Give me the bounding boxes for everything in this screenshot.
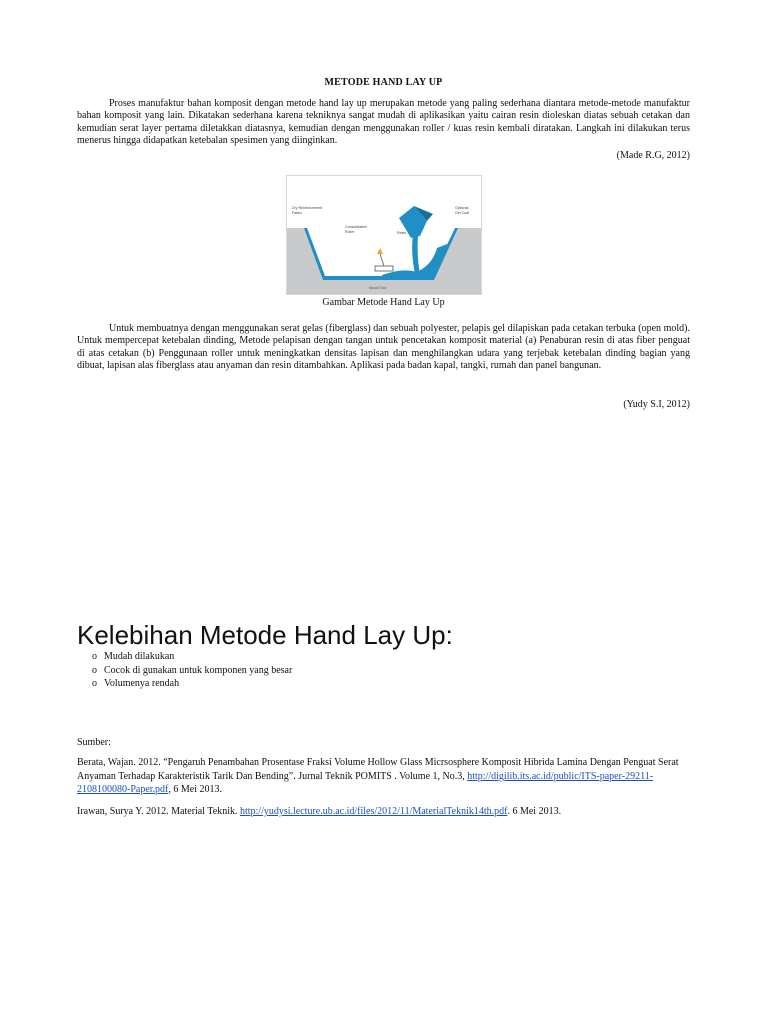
bullet-mark: o xyxy=(92,651,97,662)
sources-label: Sumber: xyxy=(77,737,111,748)
figure-caption: Gambar Metode Hand Lay Up xyxy=(322,297,445,308)
reference-link[interactable]: http://yudysi.lecture.ub.ac.id/files/2012/11/MaterialTeknik14th.pdf xyxy=(239,806,508,817)
intro-paragraph: Proses manufaktur bahan komposit dengan metode hand lay up merupakan metode yang paling sederhana diantara metode-metode manufaktur bahan komposit yang lain. Dikatakan sederhana karena tekniknya sangat mudah di aplikasikan yaitu cairan resin dioleskan diatas sebuah cetakan dan kemudian serat layer pertama diletakkan diatasnya, kemudian dengan menggunakan roller / kuas resin kembali diratakan. Langkah ini dilakukan terus menerus hingga didapatkan ketebalan spesimen yang diinginkan. xyxy=(77,98,690,147)
label-optional: Optional xyxy=(455,206,469,210)
second-paragraph: Untuk membuatnya dengan menggunakan serat gelas (fiberglass) dan sebuah polyester, pelapis gel dilapiskan pada cetakan terbuka (open mold). Untuk mempercepat ketebalan dinding, Metode pelapisan dengan tangan untuk pencetakan komposit material (a) Penaburan resin di atas fiber penguat di atas cetakan (b) Penggunaan roller untuk meningkatkan densitas lapisan dan menghilangkan udara yang terjebak ketebalan dinding bagian yang dibuat, lapisan alas fiberglass atau anyaman dan resin ditambahkan. Aplikasi pada badan kapal, tangki, rumah dan panel bangunan. xyxy=(77,323,690,372)
hand-lay-up-figure xyxy=(286,175,482,295)
advantages-heading: Kelebihan Metode Hand Lay Up: xyxy=(77,620,453,650)
reference-berata xyxy=(77,756,690,797)
reference-text: Irawan, Surya Y. 2012. Material Teknik. xyxy=(77,806,238,817)
bullet-mark: o xyxy=(92,678,97,689)
list-item-label: Volumenya rendah xyxy=(104,678,180,689)
citation-made: (Made R.G, 2012) xyxy=(616,150,690,161)
label-fabric: Fabric xyxy=(292,211,302,215)
list-item-label: Mudah dilakukan xyxy=(104,651,175,662)
list-item xyxy=(92,650,292,664)
advantages-list xyxy=(92,650,292,691)
label-dry-reinforcement: Dry Reinforcement xyxy=(292,206,322,210)
label-mould-tool: Mould Tool xyxy=(369,286,387,290)
reference-suffix: . 6 Mei 2013. xyxy=(507,806,562,817)
list-item-label: Cocok di gunakan untuk komponen yang besar xyxy=(104,664,293,676)
roller-motion-mark xyxy=(377,248,383,254)
label-resin: Resin xyxy=(397,231,407,235)
label-roller: Roller xyxy=(345,230,355,234)
roller-drum xyxy=(375,266,393,271)
page-title: METODE HAND LAY UP xyxy=(324,77,443,88)
label-gel-coat: Gel Coat xyxy=(455,211,470,215)
label-consolidation: Consolidation xyxy=(345,225,367,229)
list-item xyxy=(92,677,292,691)
bullet-mark: o xyxy=(92,664,97,676)
reference-text: Berata, Wajan. 2012. “Pengaruh Penambahan Prosentase Fraksi Volume Hollow Glass Micrsosphere Komposit Hibrida Lamina Dengan Penguat Serat Anyaman Terhadap Karakteristik Tarik Dan Bending”. Jurnal Teknik POMITS . Volume 1, No.3, xyxy=(77,757,679,782)
reference-suffix: , 6 Mei 2013. xyxy=(168,784,222,795)
reference-link[interactable]: http://digilib.its.ac.id/public/ITS-paper-29211-2108100080-Paper.pdf xyxy=(77,770,654,795)
resin-stream xyxy=(412,236,420,274)
citation-yudy: (Yudy S.I, 2012) xyxy=(623,399,690,410)
reference-irawan xyxy=(77,805,690,819)
hand-lay-up-diagram xyxy=(287,176,481,294)
roller-handle xyxy=(380,254,384,266)
list-item xyxy=(92,664,292,678)
